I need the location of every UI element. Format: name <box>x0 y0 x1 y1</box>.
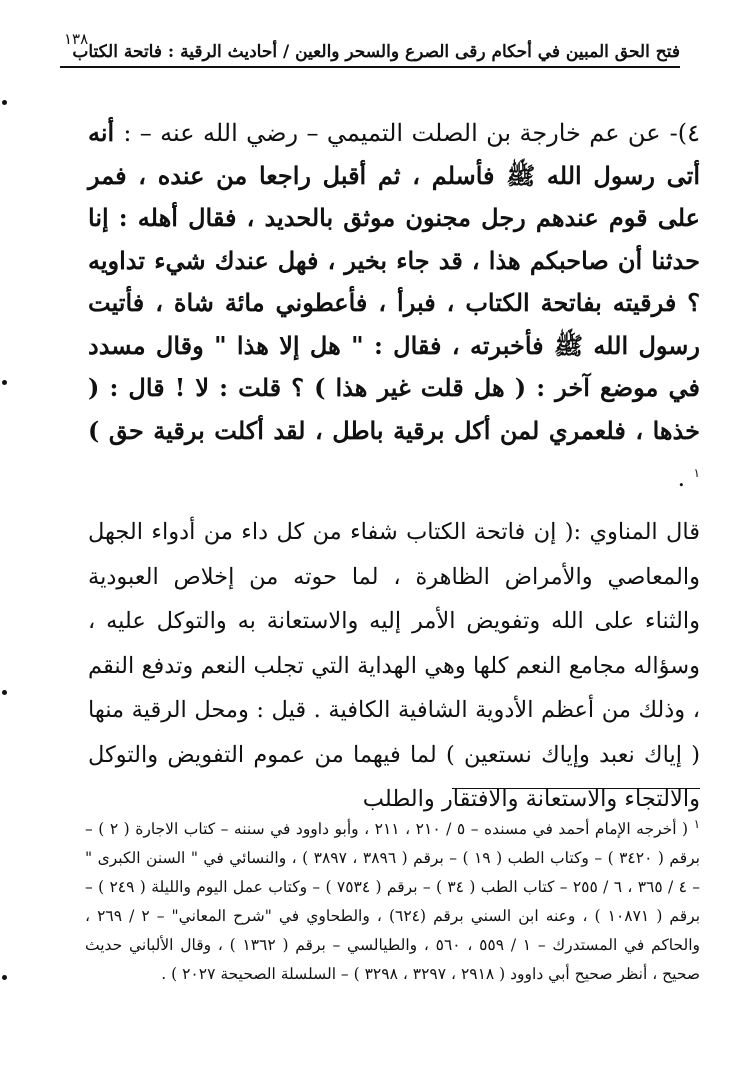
running-title: فتح الحق المبين في أحكام رقى الصرع والسحر والعين / أحاديث الرقية : فاتحة الكتاب <box>72 42 680 62</box>
footnote-ref[interactable]: ١ <box>693 466 700 480</box>
footnote <box>85 810 700 989</box>
page-header <box>60 28 680 68</box>
footnote-separator <box>452 788 700 789</box>
hadith-number: ٤)- <box>669 119 701 147</box>
commentary-text: قال المناوي :( إن فاتحة الكتاب شفاء من كل داء من أدواء الجهل والمعاصي والأمراض الظاهرة ، لما حوته من إخلاص العبودية والثناء على الله وتفويض الأمر إليه والاستعانة به والتوكل عليه ، وسؤاله مجامع النعم كلها وهي الهداية التي تجلب النعم وتدفع النقم ، وذلك من أعظم الأدوية الشافية الكافية . قيل : ومحل الرقية منها ( إياك نعبد وإياك نستعين ) لما فيهما من عموم التفويض والتوكل والالتجاء والاستعانة والافتقار والطلب <box>88 519 700 812</box>
margin-dot <box>2 100 7 105</box>
hadith-paragraph <box>88 112 700 500</box>
margin-dot <box>2 975 7 980</box>
hadith-intro: عن عم خارجة بن الصلت التميمي – رضي الله عنه – : <box>123 119 661 147</box>
commentary-paragraph <box>88 510 700 822</box>
margin-dot <box>2 690 7 695</box>
margin-dot <box>2 380 7 385</box>
hadith-text: أنه أتى رسول الله ﷺ فأسلم ، ثم أقبل راجعا من عنده ، فمر على قوم عندهم رجل مجنون موثق بالحديد ، فقال أهله : إنا حدثنا أن صاحبكم هذا ، قد جاء بخير ، فهل عندك شيء تداويه ؟ فرقيته بفاتحة الكتاب ، فبرأ ، فأعطوني مائة شاة ، فأتيت رسول الله ﷺ فأخبرته ، فقال : " هل إلا هذا " وقال مسدد في موضع آخر : ( هل قلت غير هذا ) ؟ قلت : لا ! قال : ( خذها ، فلعمري لمن أكل برقية باطل ، لقد أكلت برقية حق ) <box>88 118 700 445</box>
page-number: ١٣٨ <box>64 30 89 48</box>
hadith-end: . <box>677 464 686 492</box>
header-rule <box>60 66 680 68</box>
footnote-text: ( أخرجه الإمام أحمد في مسنده – ٥ / ٢١٠ ، ٢١١ ، وأبو داوود في سننه – كتاب الاجارة ( ٢ ) – برقم ( ٣٤٢٠ ) – وكتاب الطب ( ١٩ ) – برقم ( ٣٨٩٦ ، ٣٨٩٧ ) ، والنسائي في " السنن الكبرى " – ٤ / ٣٦٥ ، ٦ / ٢٥٥ – كتاب الطب ( ٣٤ ) – برقم ( ٧٥٣٤ ) – وكتاب عمل اليوم والليلة ( ٢٤٩ ) – برقم ( ١٠٨٧١ ) ، وعنه ابن السني برقم (٦٢٤) ، والطحاوي في "شرح المعاني" – ٢ / ٢٦٩ ، والحاكم في المستدرك – ١ / ٥٥٩ ، ٥٦٠ ، والطيالسي – برقم ( ١٣٦٢ ) ، وقال الألباني حديث صحيح ، أنظر صحيح أبي داوود ( ٢٩١٨ ، ٣٢٩٧ ، ٣٢٩٨ ) – السلسلة الصحيحة ٢٠٢٧ ) . <box>85 820 701 984</box>
footnote-marker: ١ <box>693 817 701 831</box>
